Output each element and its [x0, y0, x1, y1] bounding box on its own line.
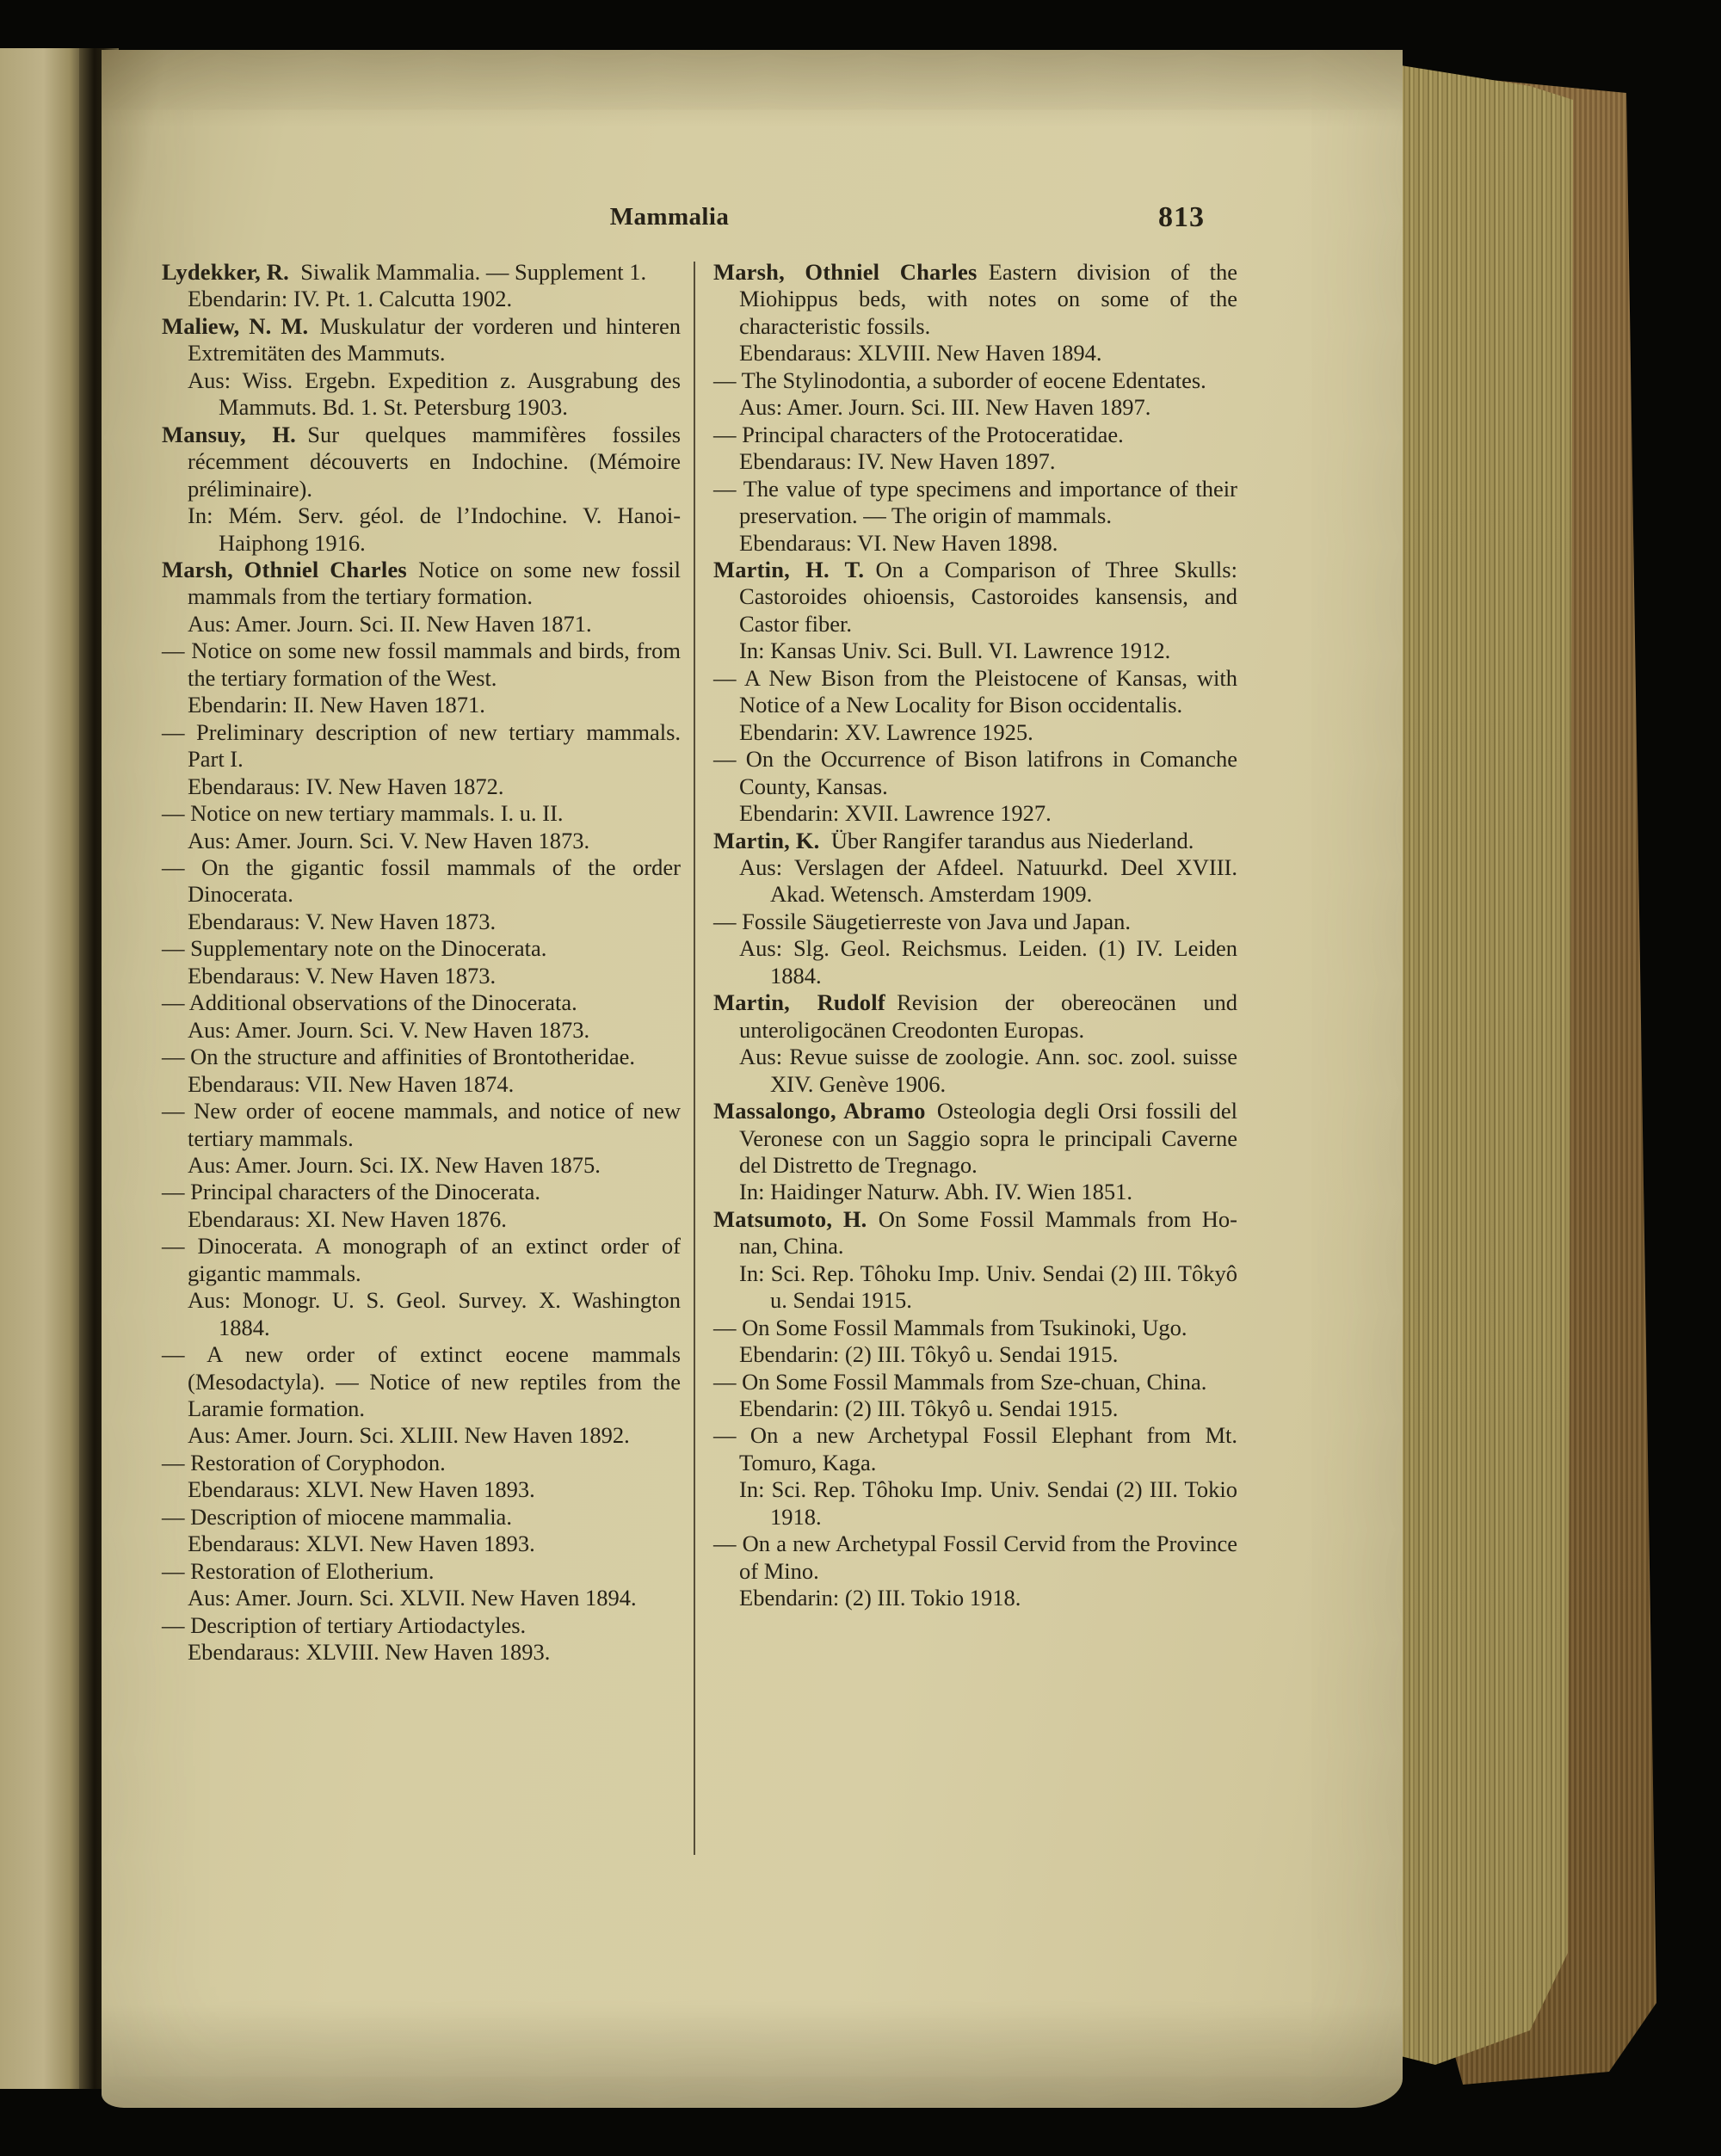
bibliography-entry: Maliew, N. M. Muskulatur der vorderen und hinteren Extremitäten des Mammuts.: [162, 312, 681, 367]
reference-line: Aus: Verslagen der Afdeel. Natuurkd. Deel XVIII. Akad. Wetensch. Amsterdam 1909.: [739, 853, 1237, 908]
fore-edge-pages: [1401, 60, 1580, 2077]
reference-line: Aus: Amer. Journ. Sci. IX. New Haven 1875.: [188, 1151, 601, 1178]
bibliography-entry: — A new order of extinct eocene mammals (Mesodactyla). — Notice of new reptiles from the Laramie formation.: [162, 1341, 682, 1422]
author-name: Maliew, N. M.: [162, 312, 309, 339]
bibliography-entry: — Additional observations of the Dinocerata.: [162, 989, 577, 1016]
bibliography-entry: Martin, H. T. On a Comparison of Three Skulls: Castoroides ohioensis, Castoroides kansensis, and Castor fiber.: [713, 556, 1237, 637]
reference-line: Ebendaraus: XLVIII. New Haven 1893.: [188, 1639, 551, 1666]
reference-line: Ebendaraus: XLVI. New Haven 1893.: [188, 1476, 535, 1503]
bibliography-entry: — Restoration of Elotherium.: [162, 1557, 435, 1584]
bibliography-entry: — Description of miocene mammalia.: [162, 1503, 512, 1530]
left-column: [162, 259, 681, 1666]
facing-page-edge: [0, 48, 79, 2089]
bibliography-entry: — The value of type specimens and importance of their preservation. — The origin of mammals.: [713, 475, 1237, 529]
bibliography-entry: — Principal characters of the Protoceratidae.: [713, 421, 1124, 447]
bibliography-entry: Lydekker, R. Siwalik Mammalia. — Supplement 1.: [162, 259, 647, 285]
bibliography-entry: — Description of tertiary Artiodactyles.: [162, 1611, 527, 1638]
author-name: Marsh, Othniel Charles: [162, 556, 407, 582]
author-name: Massalongo, Abramo: [713, 1098, 926, 1124]
reference-line: Ebendaraus: XLVI. New Haven 1893.: [188, 1531, 535, 1557]
bibliography-entry: — Notice on some new fossil mammals and birds, from the tertiary formation of the West.: [162, 638, 682, 691]
bibliography-entry: Mansuy, H. Sur quelques mammifères fossiles récemment découverts en Indochine. (Mémoire préliminaire).: [162, 421, 682, 502]
reference-line: Ebendaraus: V. New Haven 1873.: [188, 908, 497, 934]
bibliography-entry: — On a new Archetypal Fossil Elephant from Mt. Tomuro, Kaga.: [713, 1422, 1237, 1475]
page-header: [162, 203, 1298, 243]
reference-line: Aus: Amer. Journ. Sci. V. New Haven 1873.: [188, 1016, 590, 1043]
author-name: Marsh, Othniel Charles: [713, 259, 978, 285]
reference-line: Ebendaraus: VI. New Haven 1898.: [739, 529, 1058, 556]
reference-line: Aus: Monogr. U. S. Geol. Survey. X. Washington 1884.: [188, 1287, 682, 1340]
reference-line: Aus: Slg. Geol. Reichsmus. Leiden. (1) IV. Leiden 1884.: [739, 935, 1237, 989]
bibliography-entry: — The Stylinodontia, a suborder of eocene Edentates.: [713, 367, 1206, 393]
author-name: Mansuy, H.: [162, 421, 296, 447]
bibliography-entry: — On Some Fossil Mammals from Tsukinoki, Ugo.: [713, 1314, 1187, 1340]
bibliography-entry: — On the gigantic fossil mammals of the order Dinocerata.: [162, 853, 682, 908]
author-name: Lydekker, R.: [162, 259, 289, 285]
reference-line: Ebendarin: XV. Lawrence 1925.: [739, 718, 1033, 745]
right-column: [713, 259, 1237, 1666]
bibliography-entry: — Supplementary note on the Dinocerata.: [162, 935, 547, 962]
reference-line: Ebendarin: IV. Pt. 1. Calcutta 1902.: [188, 286, 513, 312]
bibliography-entry: — Notice on new tertiary mammals. I. u. II.: [162, 800, 564, 827]
bibliography-entry: — New order of eocene mammals, and notice of new tertiary mammals.: [162, 1098, 682, 1151]
reference-line: Ebendaraus: XI. New Haven 1876.: [188, 1205, 507, 1232]
bibliography-entry: — On a new Archetypal Fossil Cervid from the Province of Mino.: [713, 1531, 1237, 1584]
reference-line: Aus: Wiss. Ergebn. Expedition z. Ausgrabung des Mammuts. Bd. 1. St. Petersburg 1903.: [188, 367, 682, 421]
reference-line: Aus: Amer. Journ. Sci. XLVII. New Haven 1894.: [188, 1585, 637, 1611]
bibliography-entry: Marsh, Othniel Charles Eastern division of the Miohippus beds, with notes on some of the characteristic fossils.: [713, 259, 1238, 339]
bibliography-entry: Matsumoto, H. On Some Fossil Mammals from Ho-nan, China.: [713, 1205, 1238, 1260]
bibliography-entry: — Fossile Säugetierreste von Java und Japan.: [713, 908, 1132, 934]
bibliography-entry: — A New Bison from the Pleistocene of Kansas, with Notice of a New Locality for Bison occidentalis.: [713, 664, 1237, 718]
bibliography-entry: — On Some Fossil Mammals from Sze-chuan, China.: [713, 1368, 1207, 1395]
reference-line: In: Mém. Serv. géol. de l’Indochine. V. Hanoi-Haiphong 1916.: [188, 502, 682, 556]
reference-line: Ebendaraus: IV. New Haven 1872.: [188, 773, 504, 799]
reference-line: Ebendaraus: V. New Haven 1873.: [188, 962, 497, 989]
bibliography-entry: — Preliminary description of new tertiary mammals. Part I.: [162, 718, 682, 773]
author-name: Martin, Rudolf: [713, 989, 885, 1016]
page-number: 813: [1158, 201, 1205, 233]
bibliography-entry: — Restoration of Coryphodon.: [162, 1449, 446, 1475]
bibliography-entry: Marsh, Othniel Charles Notice on some new fossil mammals from the tertiary formation.: [162, 556, 682, 610]
reference-line: In: Sci. Rep. Tôhoku Imp. Univ. Sendai (2) III. Tokio 1918.: [739, 1476, 1237, 1530]
reference-line: In: Sci. Rep. Tôhoku Imp. Univ. Sendai (2) III. Tôkyô u. Sendai 1915.: [739, 1260, 1237, 1314]
reference-line: Aus: Amer. Journ. Sci. III. New Haven 1897.: [739, 394, 1151, 421]
bibliography-entry: — Principal characters of the Dinocerata.: [162, 1179, 540, 1205]
reference-line: In: Haidinger Naturw. Abh. IV. Wien 1851.: [739, 1179, 1132, 1205]
reference-line: Aus: Amer. Journ. Sci. V. New Haven 1873.: [188, 827, 590, 853]
reference-line: Ebendarin: (2) III. Tokio 1918.: [739, 1585, 1021, 1611]
reference-line: Ebendaraus: XLVIII. New Haven 1894.: [739, 340, 1102, 367]
reference-line: Aus: Revue suisse de zoologie. Ann. soc. zool. suisse XIV. Genève 1906.: [739, 1044, 1237, 1097]
reference-line: Aus: Amer. Journ. Sci. II. New Haven 1871.: [188, 610, 592, 637]
bibliography-entry: Massalongo, Abramo Osteologia degli Orsi fossili del Veronese con un Saggio sopra le principali Caverne del Distretto de Tregnago.: [713, 1098, 1237, 1178]
bibliography-entry: — On the Occurrence of Bison latifrons in Comanche County, Kansas.: [713, 746, 1237, 799]
bibliography-entry: — Dinocerata. A monograph of an extinct order of gigantic mammals.: [162, 1233, 682, 1286]
reference-line: Ebendarin: (2) III. Tôkyô u. Sendai 1915.: [739, 1341, 1119, 1368]
reference-line: Ebendaraus: VII. New Haven 1874.: [188, 1070, 515, 1097]
author-name: Martin, H. T.: [713, 556, 865, 582]
bibliography-entry: Martin, K. Über Rangifer tarandus aus Niederland.: [713, 827, 1194, 853]
reference-line: Ebendarin: II. New Haven 1871.: [188, 692, 485, 718]
section-title: Mammalia: [609, 203, 730, 231]
bibliography-entry: — On the structure and affinities of Brontotheridae.: [162, 1044, 635, 1070]
author-name: Matsumoto, H.: [713, 1205, 867, 1232]
reference-line: Ebendarin: XVII. Lawrence 1927.: [739, 800, 1052, 827]
bibliography-entry: Martin, Rudolf Revision der obereocänen und unteroligocänen Creodonten Europas.: [713, 989, 1237, 1043]
book-page: [102, 50, 1403, 2108]
reference-line: Aus: Amer. Journ. Sci. XLIII. New Haven 1892.: [188, 1422, 630, 1449]
reference-line: Ebendaraus: IV. New Haven 1897.: [739, 448, 1056, 475]
bibliography-text-block: [162, 259, 1237, 1666]
reference-line: In: Kansas Univ. Sci. Bull. VI. Lawrence 1912.: [739, 638, 1171, 664]
reference-line: Ebendarin: (2) III. Tôkyô u. Sendai 1915.: [739, 1395, 1119, 1422]
author-name: Martin, K.: [713, 827, 820, 853]
